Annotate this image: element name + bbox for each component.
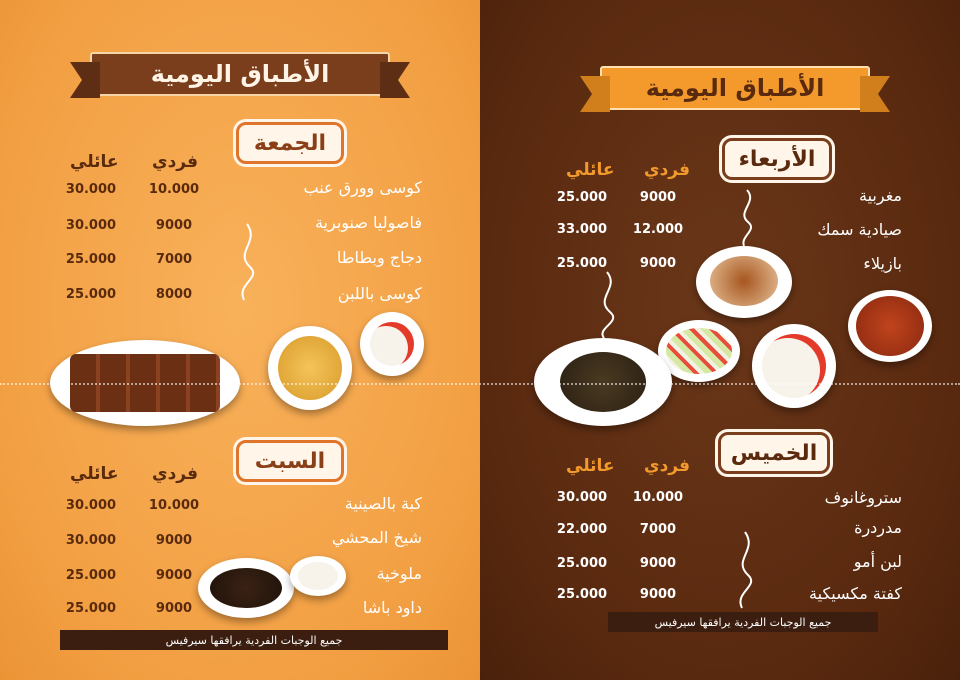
swirl-decoration bbox=[730, 530, 760, 610]
swirl-decoration bbox=[592, 270, 622, 340]
day-badge-thursday bbox=[718, 432, 830, 474]
food-plate-rice bbox=[360, 312, 424, 376]
price-single: 9000 bbox=[155, 533, 193, 548]
price-single: 10.000 bbox=[148, 498, 200, 513]
price-family: 30.000 bbox=[65, 533, 117, 548]
swirl-decoration bbox=[734, 188, 760, 248]
food-plate-rice-side bbox=[290, 556, 346, 596]
price-single: 9000 bbox=[639, 190, 677, 205]
price-family: 30.000 bbox=[65, 182, 117, 197]
menu-item: بازيلاء bbox=[863, 254, 902, 273]
day-label: الأربعاء bbox=[738, 146, 816, 172]
price-family: 22.000 bbox=[556, 522, 608, 537]
menu-item: ملوخية bbox=[376, 564, 422, 583]
day-label: السبت bbox=[254, 448, 326, 474]
price-single: 9000 bbox=[639, 256, 677, 271]
menu-item: داود باشا bbox=[362, 598, 422, 617]
ribbon-tail bbox=[70, 62, 100, 98]
right-title: الأطباق اليومية bbox=[645, 74, 825, 102]
menu-item: كوسى وورق عنب bbox=[303, 178, 422, 197]
menu-item: مغربية bbox=[859, 186, 902, 205]
food-plate-maghrebia bbox=[696, 246, 792, 318]
menu-item: فاصوليا صنوبرية bbox=[314, 213, 422, 232]
price-family: 25.000 bbox=[556, 587, 608, 602]
day-label: الخميس bbox=[730, 440, 818, 466]
price-single: 12.000 bbox=[632, 222, 684, 237]
menu-item: شيخ المحشي bbox=[331, 528, 422, 547]
price-family: 25.000 bbox=[65, 568, 117, 583]
price-family: 25.000 bbox=[556, 190, 608, 205]
menu-item: كفتة مكسيكية bbox=[809, 584, 902, 603]
food-plate-stew bbox=[268, 326, 352, 410]
price-family: 33.000 bbox=[556, 222, 608, 237]
col-header-single: فردي bbox=[644, 160, 691, 180]
day-badge-saturday bbox=[236, 440, 344, 482]
price-family: 25.000 bbox=[65, 287, 117, 302]
menu-item: كبة بالصينية bbox=[344, 494, 422, 513]
food-plate-peas bbox=[848, 290, 932, 362]
left-title-ribbon bbox=[90, 52, 390, 96]
footer-note: جميع الوجبات الفردية يرافقها سيرفيس bbox=[608, 612, 878, 632]
price-family: 25.000 bbox=[556, 556, 608, 571]
col-header-single: فردي bbox=[644, 456, 691, 476]
menu-item: دجاج وبطاطا bbox=[336, 248, 422, 267]
price-family: 30.000 bbox=[65, 218, 117, 233]
food-plate-sayadieh bbox=[534, 338, 672, 426]
ribbon-tail bbox=[380, 62, 410, 98]
price-single: 9000 bbox=[155, 218, 193, 233]
price-single: 7000 bbox=[639, 522, 677, 537]
day-badge-wednesday bbox=[722, 138, 832, 180]
col-header-family: عائلي bbox=[70, 464, 119, 484]
menu-item: ستروغانوف bbox=[824, 488, 902, 507]
menu-item: صيادية سمك bbox=[817, 220, 902, 239]
price-single: 10.000 bbox=[632, 490, 684, 505]
price-single: 9000 bbox=[639, 587, 677, 602]
price-family: 30.000 bbox=[556, 490, 608, 505]
footer-note: جميع الوجبات الفردية يرافقها سيرفيس bbox=[60, 630, 448, 650]
menu-item: كوسى باللبن bbox=[337, 284, 422, 303]
menu-item: لبن أمو bbox=[853, 552, 902, 571]
price-family: 25.000 bbox=[65, 252, 117, 267]
swirl-decoration bbox=[232, 222, 262, 302]
price-single: 8000 bbox=[155, 287, 193, 302]
dotted-divider bbox=[0, 383, 960, 385]
price-single: 9000 bbox=[155, 568, 193, 583]
price-single: 7000 bbox=[155, 252, 193, 267]
price-family: 25.000 bbox=[65, 601, 117, 616]
food-plate-rice bbox=[752, 324, 836, 408]
price-family: 30.000 bbox=[65, 498, 117, 513]
col-header-family: عائلي bbox=[566, 160, 615, 180]
price-single: 10.000 bbox=[148, 182, 200, 197]
price-single: 9000 bbox=[155, 601, 193, 616]
day-badge-friday bbox=[236, 122, 344, 164]
day-label: الجمعة bbox=[253, 130, 327, 156]
right-title-ribbon bbox=[600, 66, 870, 110]
menu-item: مدردرة bbox=[854, 518, 902, 537]
col-header-single: فردي bbox=[152, 152, 199, 172]
left-title: الأطباق اليومية bbox=[150, 60, 330, 88]
col-header-family: عائلي bbox=[70, 152, 119, 172]
col-header-family: عائلي bbox=[566, 456, 615, 476]
price-single: 9000 bbox=[639, 556, 677, 571]
col-header-single: فردي bbox=[152, 464, 199, 484]
price-family: 25.000 bbox=[556, 256, 608, 271]
food-plate-dawood-basha bbox=[198, 558, 294, 618]
